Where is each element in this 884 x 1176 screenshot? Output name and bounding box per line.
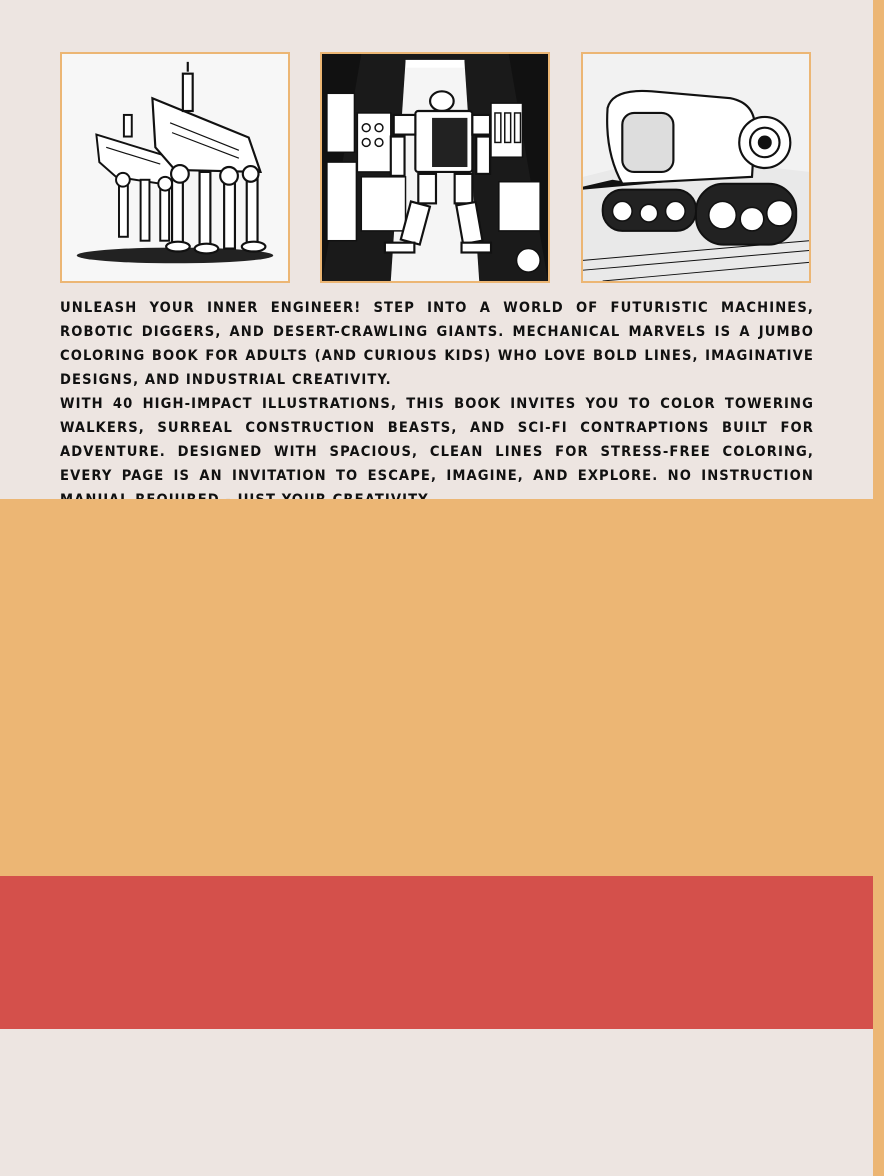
red-color-band [0,876,873,1029]
book-description [60,296,814,512]
tracked-desert-crawler-vehicle-illustration [581,52,811,283]
orange-color-band [0,499,873,876]
humanoid-robot-in-workshop-illustration [320,52,550,283]
quadruped-walker-robots-illustration [60,52,290,283]
spine-strip [873,0,884,1176]
description-paragraph-2: WITH 40 HIGH-IMPACT ILLUSTRATIONS, THIS BOOK INVITES YOU TO COLOR TOWERING WALKERS, SURREAL CONSTRUCTION BEASTS, AND SCI-FI CONTRAPTIONS BUILT FOR ADVENTURE. DESIGNED WITH SPACIOUS, CLEAN LINES FOR STRESS-FREE COLORING, EVERY PAGE IS AN INVITATION TO ESCAPE, IMAGINE, AND EXPLORE. NO INSTRUCTION [60,395,814,484]
description-paragraph-1: UNLEASH YOUR INNER ENGINEER! STEP INTO A WORLD OF FUTURISTIC MACHINES, ROBOTIC DIGGERS, AND DESERT-CRAWLING GIANTS. MECHANICAL MARVELS IS A JUMBO COLORING BOOK FOR ADULTS (AND CURIOUS KIDS) WHO LOVE BOLD LINES, IMAGINATIVE DESIGNS, AND INDUSTRIAL CREATIVITY. [60,299,814,388]
